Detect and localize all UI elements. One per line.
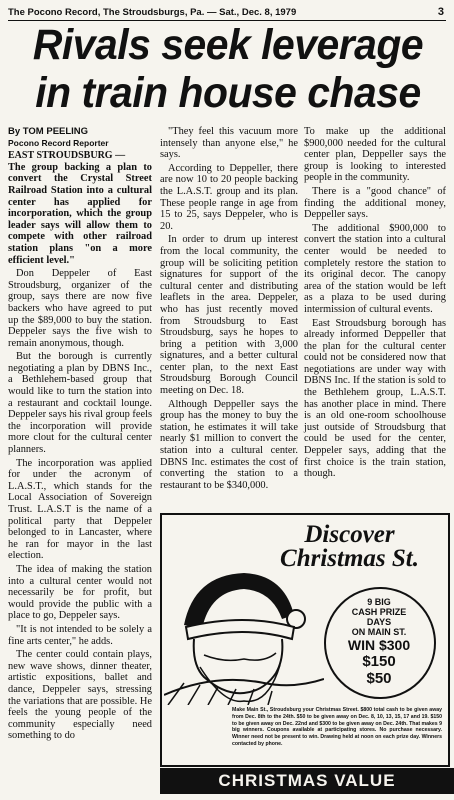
- article-paragraph: To make up the additional $900,000 needed for the cultural center plan, Deppeller says the group is looking to interested people in the community.: [304, 126, 446, 184]
- article-paragraph: According to Deppeller, there are now 10 to 20 people backing the L.A.S.T. group and its plan. These people range in age from 15 to 25, says Deppeler, who is 20.: [160, 162, 298, 232]
- headline-line-1: Rivals seek leverage: [32, 21, 424, 69]
- prize-line: 9 BIG: [367, 597, 391, 607]
- article-paragraph: The group backing a plan to convert the Crystal Street Railroad Station into a cultural center has applied for incorporation, which the group leader says will allow them to compete with other railroad station plans "on a more efficient level.": [8, 161, 152, 266]
- prize-win-amount: WIN $300: [347, 637, 411, 653]
- masthead: [8, 6, 446, 21]
- article-paragraph: The idea of making the station into a cultural center would not necessarily be for profit, but would provide the public with a place to go, Deppeler says.: [8, 563, 152, 622]
- dateline: EAST STROUDSBURG —: [8, 150, 126, 162]
- ad-title-line-1: Discover: [304, 521, 395, 548]
- page-number: 3: [437, 6, 444, 18]
- prize-amount: $50: [366, 670, 392, 687]
- article-paragraph: The additional $900,000 to convert the station into a cultural center would be needed to completely restore the station to its original decor. The canopy area of the station would be left as a plaza to be used during intermission of cultural events.: [304, 222, 446, 315]
- santa-illustration-icon: [164, 555, 324, 705]
- christmas-value-banner: [160, 768, 454, 794]
- christmas-street-advertisement: [160, 513, 450, 767]
- prize-line: CASH PRIZE: [351, 607, 407, 617]
- article-paragraph: East Stroudsburg borough has already informed Deppeller that the plan for the cultural center could not be considered now that negotiations are under way with DBNS Inc. If the station is sold to the Bethlehem group, L.A.S.T. has another place in mind. There is an old one-room schoolhouse just outside of Stroudsburg that could be used for the center, Deppeler says, adding that the first choice is the train station, though.: [304, 317, 446, 480]
- article-paragraph: The center could contain plays, new wave shows, dinner theater, artistic expositions, ballet and dance, Deppeler says, stressing the variations that are possible. He feels the young people of the community especially need something to do: [8, 649, 152, 742]
- prize-amount: $150: [362, 653, 396, 670]
- article-paragraph: "They feel this vacuum more intensely than anyone else," he says.: [160, 126, 298, 161]
- ad-title-line-2: Christmas St.: [280, 545, 419, 572]
- headline-line-2: in train house chase: [35, 69, 421, 117]
- article-column-1: [8, 126, 152, 744]
- masthead-title: The Pocono Record, The Stroudsburgs, Pa. — Sat., Dec. 8, 1979: [8, 7, 297, 18]
- article-column-3: [304, 126, 446, 482]
- article-paragraph: But the borough is currently negotiating a plan by DBNS Inc., a Bethlehem-based group that would like to turn the station into a restaurant and cocktail lounge. Deppeler says his rival group feels the incorporation will provide more clout for the cultural center planners.: [8, 351, 152, 456]
- prize-line: DAYS: [366, 617, 392, 627]
- ad-fine-print: Make Main St., Stroudsburg your Christmas Street. $800 total cash to be given away from Dec. 8th to the 24th. $50 to be given away on Dec. 8, 10, 13, 15, 17 and 19. $150 to be given away on Dec. 22nd and $300 to be given away on Dec. 24th. That makes 9 big winners. Coupons available at participating stores. No purchase necessary. Winner need not be present to win. Drawing held at noon on each prize day. Winners contacted by phone.: [232, 707, 442, 747]
- byline: By TOM PEELING: [8, 126, 89, 137]
- article-paragraph: "It is not intended to be solely a fine arts center," he adds.: [8, 623, 152, 647]
- article-paragraph: Don Deppeler of East Stroudsburg, organizer of the group, says there are now five backers who have agreed to put up the $89,000 to buy the station. Deppeler says the five wish to remain anonymous, though.: [8, 268, 152, 349]
- prize-details: [327, 597, 431, 687]
- ad-headline: [257, 523, 442, 571]
- article-paragraph: Although Deppeller says the group has the money to buy the station, he estimates it will take nearly $1 million to convert the station into a cultural center. DBNS Inc. estimates the cost of converting the station to a restaurant to be $340,000.: [160, 398, 298, 491]
- article-column-2: [160, 126, 298, 493]
- article-paragraph: There is a "good chance" of finding the additional money, Deppeller says.: [304, 185, 446, 221]
- byline-title: Pocono Record Reporter: [8, 137, 109, 148]
- prize-line: ON MAIN ST.: [351, 627, 407, 637]
- article-paragraph: The incorporation was applied for under the acronym of L.A.S.T., which stands for the Local Association of Sovereign Trust. L.A.S.T is the name of a political party that Deppeler belonged to in Lancaster, where he ran for mayor in the last election.: [8, 457, 152, 562]
- article-paragraph: In order to drum up interest from the local community, the group will be soliciting petition signatures for support of the cultural center and distributing leaflets in the area. Deppeler, who has just recently moved from Stroudsburg to East Stroudsburg, says he hopes to bring a petition with 3,000 signatures, and a better cultural center plan, to the next East Stroudsburg Borough Council meeting on Dec. 18.: [160, 234, 298, 397]
- banner-text: CHRISTMAS VALUE: [218, 771, 396, 790]
